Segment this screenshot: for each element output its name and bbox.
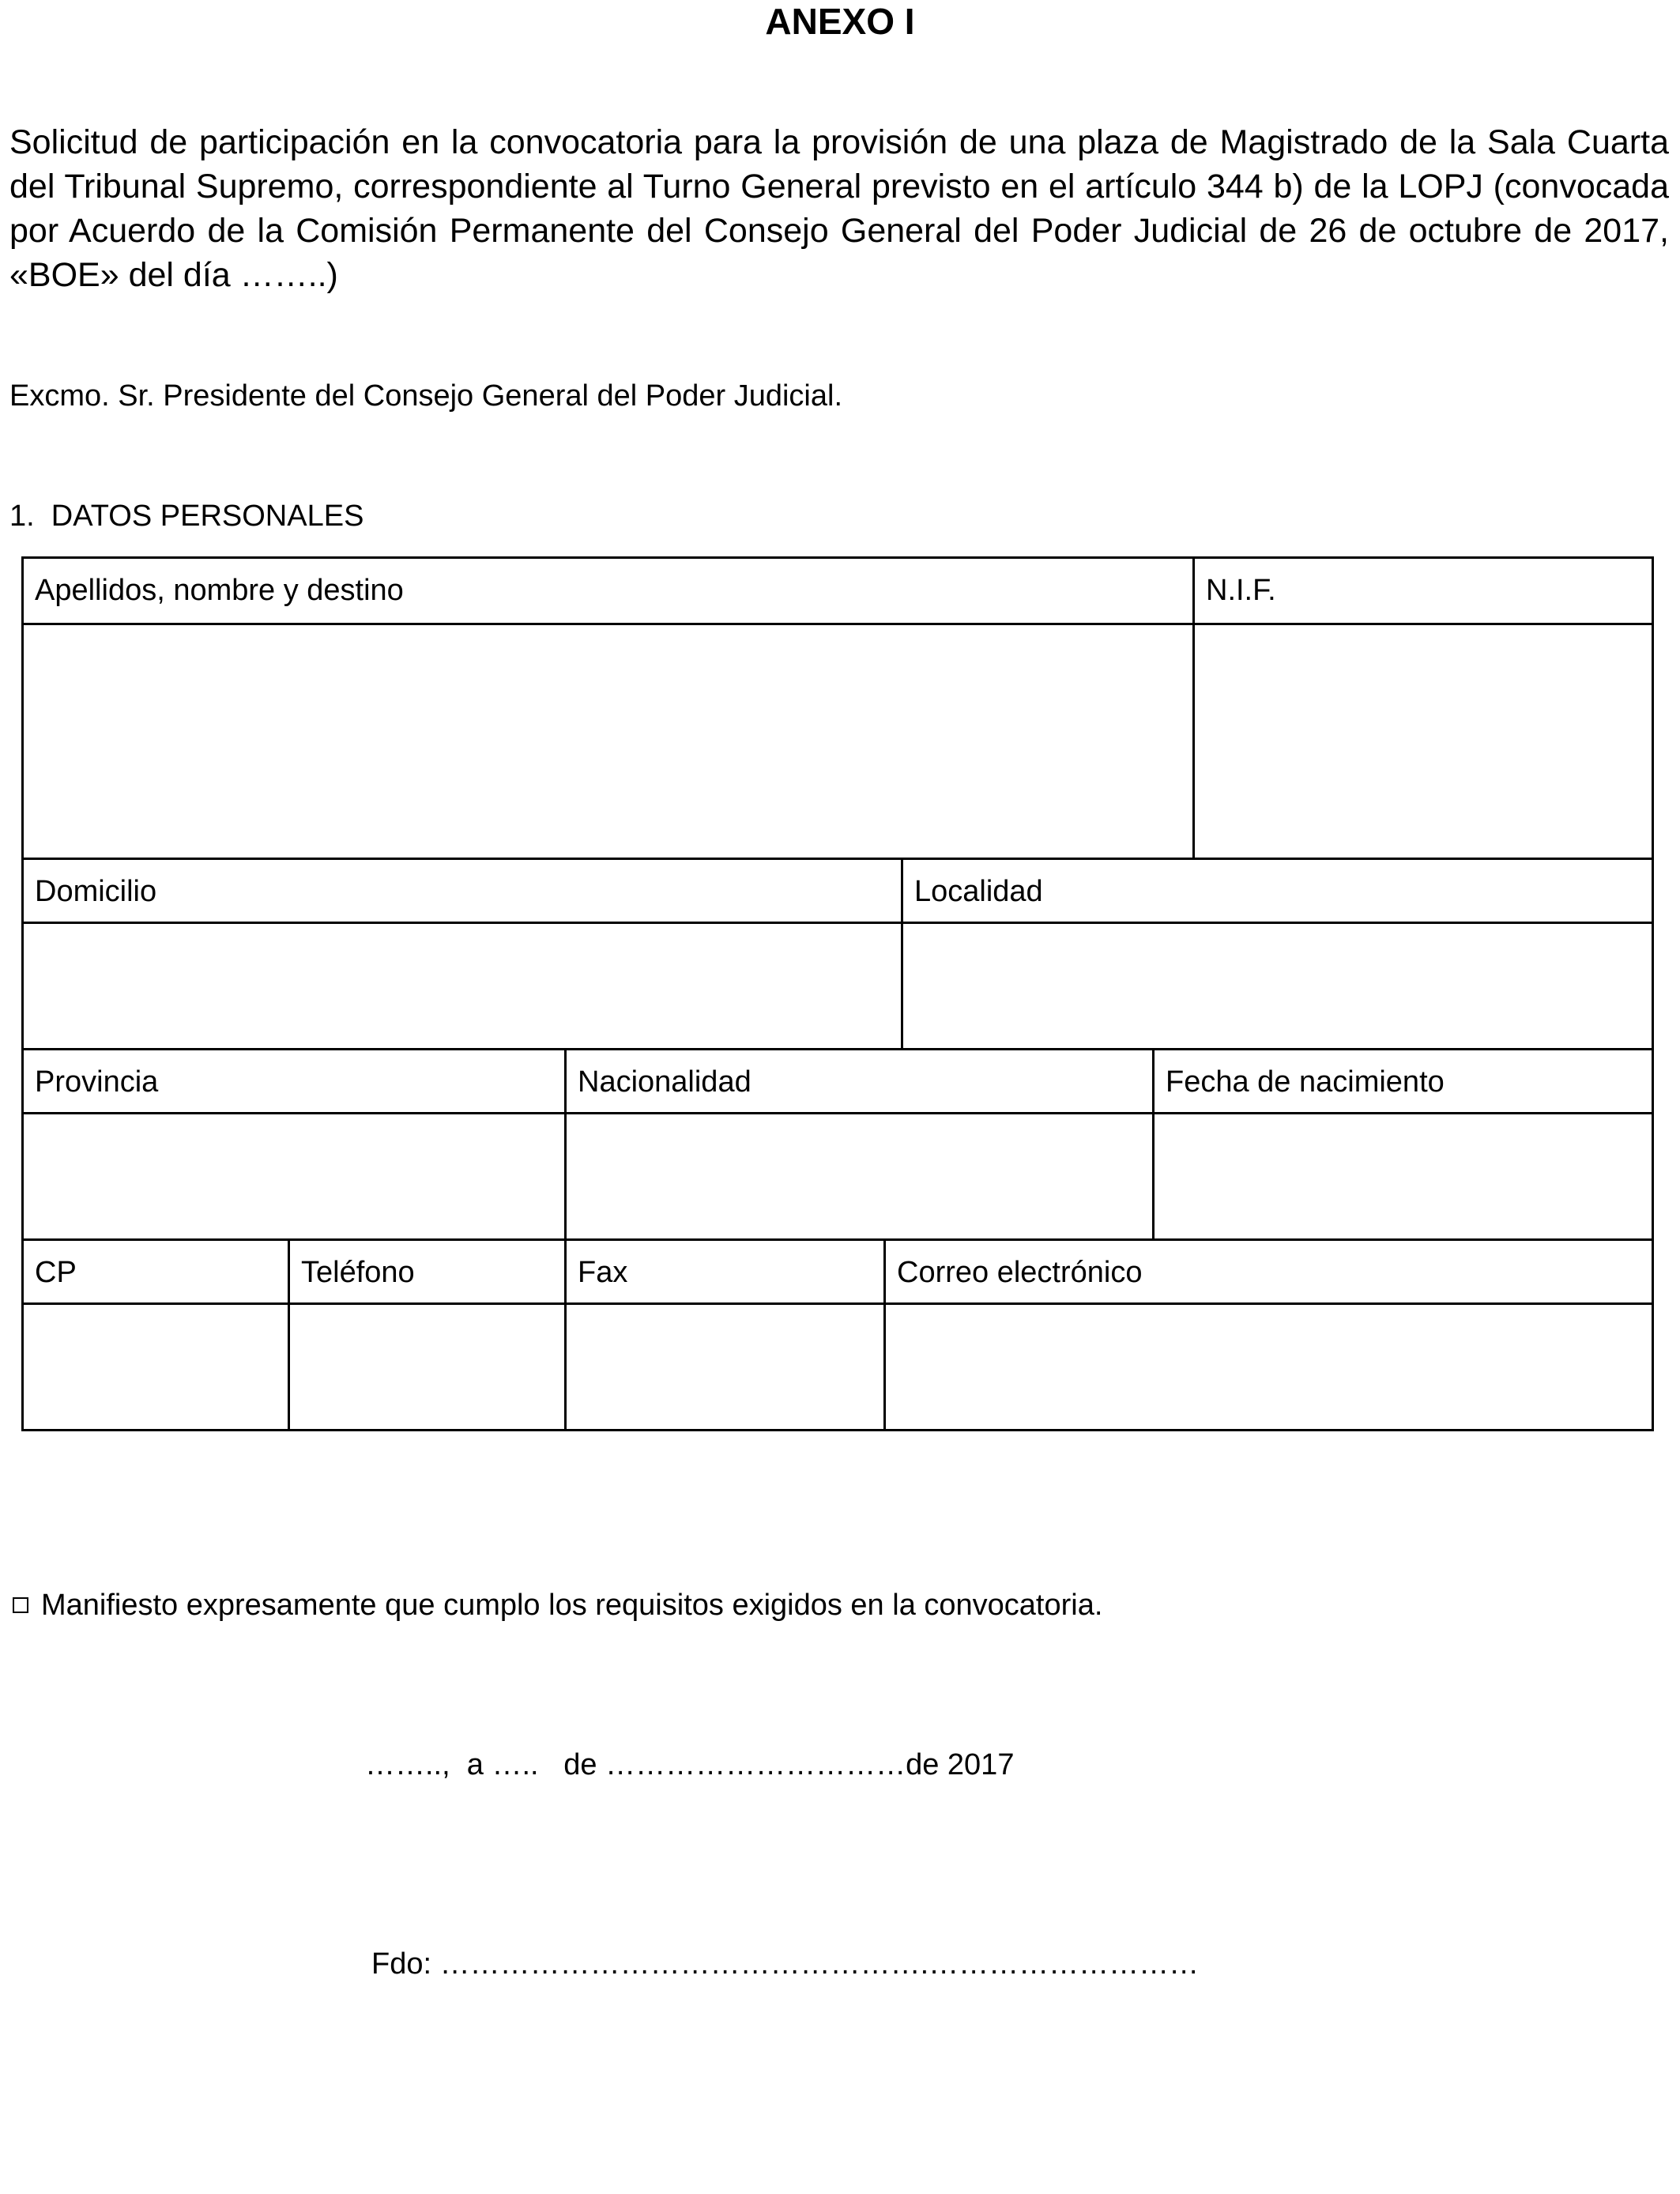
form-label-row — [24, 1238, 1652, 1302]
form-input-row — [24, 1302, 1652, 1429]
intro-paragraph: Solicitud de participación en la convocatoria para la provisión de una plaza de Magistrado de la Sala Cuarta del Tribunal Supremo, correspondiente al Turno General previsto en el artículo 344 b) de la LOPJ (convocada por Acuerdo de la Comisión Permanente del Consejo General del Poder Judicial de 26 de octubre de 2017, «BOE» del día ……..) — [9, 123, 1669, 294]
correo-input-cell — [883, 1305, 1652, 1429]
form-label-row — [24, 559, 1652, 623]
telefono-input-cell — [288, 1305, 564, 1429]
field-label-telefono: Teléfono — [288, 1241, 564, 1302]
field-label-correo: Correo electrónico — [883, 1241, 1652, 1302]
field-label-provincia: Provincia — [35, 1065, 159, 1099]
field-label-apellidos: Apellidos, nombre y destino — [35, 574, 404, 607]
fax-input[interactable] — [567, 1305, 883, 1429]
signature-line: Fdo: ………………………………………….……………………… — [371, 1947, 1200, 1981]
correo-input[interactable] — [886, 1305, 1652, 1429]
nacionalidad-input-cell — [564, 1114, 1152, 1238]
form-input-row — [24, 623, 1652, 858]
requirements-checkbox[interactable] — [13, 1597, 28, 1613]
apellidos-input-cell — [24, 625, 1192, 858]
fecha-nacimiento-input[interactable] — [1155, 1114, 1652, 1238]
form-label-row — [24, 1048, 1652, 1112]
domicilio-input[interactable] — [24, 924, 901, 1048]
fecha-nacimiento-input-cell — [1152, 1114, 1652, 1238]
provincia-input[interactable] — [24, 1114, 564, 1238]
place-date-line: …….., a ….. de …………………………de 2017 — [365, 1748, 1015, 1781]
field-label-cp: CP — [35, 1256, 77, 1289]
field-label-fax: Fax — [564, 1241, 883, 1302]
localidad-input-cell — [901, 924, 1652, 1048]
form-input-row — [24, 922, 1652, 1048]
provincia-input-cell — [24, 1114, 564, 1238]
section-heading-datos-personales: 1. DATOS PERSONALES — [9, 499, 364, 533]
field-label-localidad: Localidad — [901, 860, 1652, 922]
nif-input[interactable] — [1195, 625, 1652, 858]
field-label-nacionalidad: Nacionalidad — [564, 1050, 1152, 1112]
field-label-domicilio: Domicilio — [35, 875, 157, 908]
field-label-fecha-nacimiento: Fecha de nacimiento — [1152, 1050, 1652, 1112]
localidad-input[interactable] — [903, 924, 1652, 1048]
requirements-declaration — [9, 1585, 1102, 1625]
nacionalidad-input[interactable] — [567, 1114, 1152, 1238]
cp-input[interactable] — [24, 1305, 288, 1429]
declaration-text: Manifiesto expresamente que cumplo los requisitos exigidos en la convocatoria. — [41, 1589, 1103, 1622]
form-label-row — [24, 858, 1652, 922]
page-title: ANEXO I — [765, 1, 915, 42]
field-label-nif: N.I.F. — [1192, 559, 1652, 623]
apellidos-input[interactable] — [24, 625, 1192, 858]
form-input-row — [24, 1112, 1652, 1238]
nif-input-cell — [1192, 625, 1652, 858]
cp-input-cell — [24, 1305, 288, 1429]
telefono-input[interactable] — [290, 1305, 564, 1429]
fax-input-cell — [564, 1305, 883, 1429]
addressee: Excmo. Sr. Presidente del Consejo General del Poder Judicial. — [9, 379, 842, 413]
personal-data-form — [21, 556, 1654, 1431]
domicilio-input-cell — [24, 924, 901, 1048]
